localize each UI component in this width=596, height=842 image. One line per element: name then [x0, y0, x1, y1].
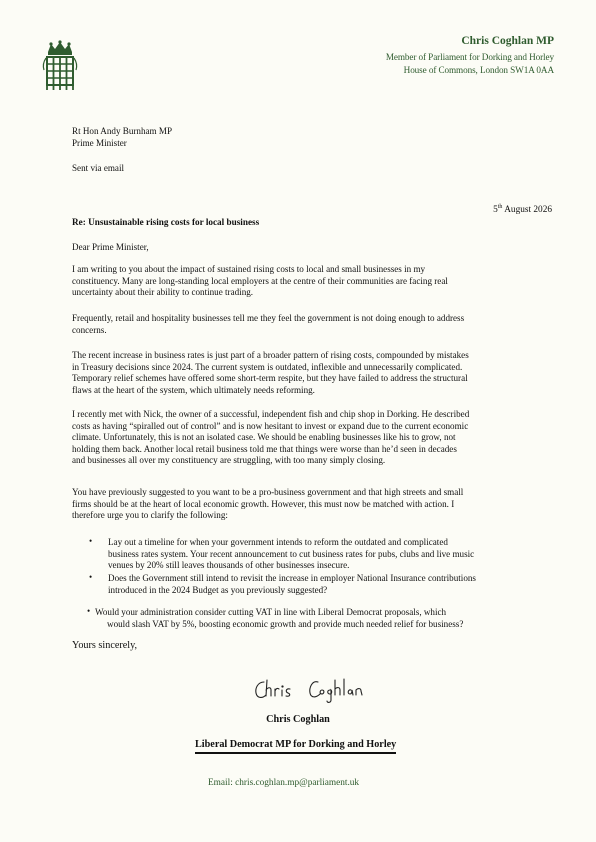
- portcullis-crest-icon: [40, 40, 80, 92]
- recipient-title: Prime Minister: [72, 138, 127, 148]
- contact-email: Email: chris.coghlan.mp@parliament.uk: [208, 778, 360, 788]
- paragraph-intro: I am writing to you about the impact of sustained rising costs to local and small businesses in my constituency. Many are long-standing local employers at the centre of their communities are facing real uncertainty about their ability to continue trading.: [72, 264, 448, 298]
- mp-name-header: Chris Coghlan MP: [461, 35, 554, 47]
- delivery-method: Sent via email: [72, 163, 125, 173]
- signatory-name: Chris Coghlan: [266, 714, 330, 725]
- closing: Yours sincerely,: [72, 640, 138, 651]
- recipient-name: Rt Hon Andy Burnham MP: [72, 126, 173, 136]
- handwritten-signature: [252, 674, 364, 706]
- mp-role-header: Member of Parliament for Dorking and Horley: [385, 52, 554, 62]
- letter-subject: Re: Unsustainable rising costs for local business: [72, 217, 260, 227]
- bullet-item-national-insurance: Does the Government still intend to revisit the increase in employer National Insurance contributions introduced in the 2024 Budget as you previously suggested?: [108, 573, 476, 595]
- bullet-item-vat: Would your administration consider cutting VAT in line with Liberal Democrat proposals, which would slash VAT by 5%, boosting economic growth and provide much needed relief for business?: [95, 607, 464, 629]
- paragraph-local-example: I recently met with Nick, the owner of a successful, independent fish and chip shop in Dorking. He described costs as having “spiralled out of control” and is now hesitant to invest or expand due to the current economic climate. Unfortunately, this is not an isolated case. We should be enabling businesses like his to grow, not holding them back. Another local retail business told me that things were worse than he’d seen in decades and businesses all over my constituency are struggling, with too many simply closing.: [72, 409, 470, 466]
- bullet-marker: •: [89, 536, 93, 546]
- signatory-title: Liberal Democrat MP for Dorking and Horley: [195, 739, 396, 754]
- mp-address-header: House of Commons, London SW1A 0AA: [403, 65, 554, 75]
- letter-date: 5th August 2026: [493, 204, 552, 215]
- bullet-item-timeline: Lay out a timeline for when your government intends to reform the outdated and complicated business rates system. Your recent announcement to cut business rates for pubs, clubs and live music venues by 20% still leaves thousands of other businesses insecure.: [108, 537, 475, 571]
- salutation: Dear Prime Minister,: [72, 242, 149, 252]
- paragraph-concerns: Frequently, retail and hospitality businesses tell me they feel the government is not doing enough to address concerns.: [72, 313, 465, 335]
- paragraph-business-rates: The recent increase in business rates is just part of a broader pattern of rising costs, compounded by mistakes in Treasury decisions since 2024. The current system is outdated, inflexible and unnecessarily complicated. Temporary relief schemes have offered some short-term respite, but they have failed to address the structural flaws at the heart of the system, which ultimately needs reforming.: [72, 350, 469, 395]
- bullet-marker: •: [89, 572, 93, 582]
- bullet-marker: •: [87, 606, 91, 616]
- paragraph-request: You have previously suggested to you want to be a pro-business government and that high streets and small firms should be at the heart of local economic growth. However, this must now be matched with action. I therefore urge you to clarify the following:: [72, 487, 464, 521]
